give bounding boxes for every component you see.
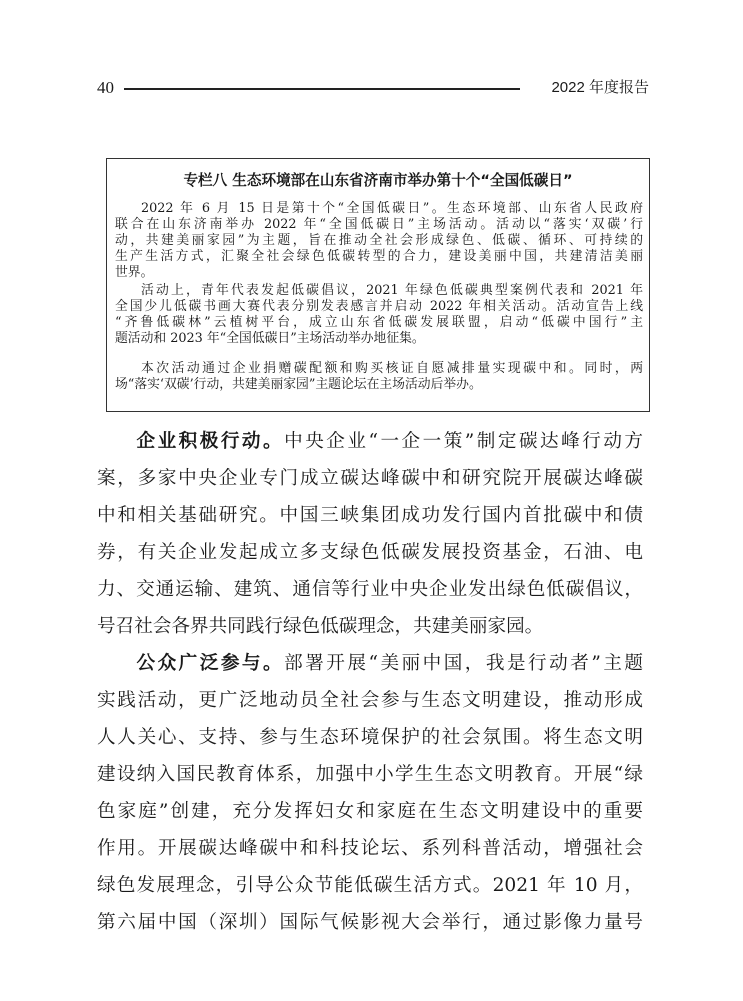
body-paragraph-line: 实践活动，更广泛地动员全社会参与生态文明建设，推动形成 [97,690,643,711]
body-paragraph-line: 色家庭”创建，充分发挥妇女和家庭在生态文明建设中的重要 [97,801,643,822]
column-line: 生产生活方式，汇聚全社会绿色低碳转型的合力，建设美丽中国，共建清洁美丽 [115,249,643,264]
column-line: 2022 年 6 月 15 日是第十个“全国低碳日”。生态环境部、山东省人民政府 [141,201,643,216]
column-line: 场“落实‘双碳’行动，共建美丽家园”主题论坛在主场活动后举办。 [115,377,482,392]
column-line: 动，共建美丽家园”为主题，旨在推动全社会形成绿色、低碳、循环、可持续的 [115,233,643,248]
column-line: 本次活动通过企业捐赠碳配额和购买核证自愿减排量实现碳中和。同时，两 [141,361,643,376]
paragraph-text: 部署开展“美丽中国，我是行动者”主题 [284,653,643,674]
report-title: 2022 年度报告 [551,79,649,96]
body-paragraph-line: 绿色发展理念，引导公众节能低碳生活方式。2021 年 10 月， [97,875,643,896]
column-line: 联合在山东济南举办 2022 年“全国低碳日”主场活动。活动以“落实‘双碳’行 [115,217,643,232]
column-line: 世界。 [115,265,154,280]
body-paragraph-line: 号召社会各界共同践行绿色低碳理念，共建美丽家园。 [97,616,544,637]
body-paragraph-line: 建设纳入国民教育体系，加强中小学生生态文明教育。开展“绿 [97,764,643,785]
column-line: 活动上，青年代表发起低碳倡议，2021 年绿色低碳典型案例代表和 2021 年 [141,283,643,298]
page-header [97,76,649,100]
body-paragraph-line: 第六届中国（深圳）国际气候影视大会举行，通过影像力量号 [97,912,643,933]
body-paragraph-line: 中和相关基础研究。中国三峡集团成功发行国内首批碳中和债 [97,505,643,526]
column-box [106,158,650,412]
column-line: “齐鲁低碳林”云植树平台，成立山东省低碳发展联盟，启动“低碳中国行”主 [115,315,643,330]
body-paragraph-line: 力、交通运输、建筑、通信等行业中央企业发出绿色低碳倡议， [97,579,643,600]
paragraph-lead-heading: 公众广泛参与。 [134,653,285,674]
column-line: 题活动和 2023 年“全国低碳日”主场活动举办地征集。 [115,331,425,346]
body-paragraph-line: 案，多家中央企业专门成立碳达峰碳中和研究院开展碳达峰碳 [97,468,643,489]
paragraph-text: 中央企业“一企一策”制定碳达峰行动方 [284,431,643,452]
column-title: 专栏八 生态环境部在山东省济南市举办第十个“全国低碳日” [183,172,573,189]
paragraph-lead-heading: 企业积极行动。 [134,431,285,452]
body-paragraph-line [97,650,643,678]
body-paragraph-line: 券，有关企业发起成立多支绿色低碳发展投资基金，石油、电 [97,542,643,563]
body-paragraph-line: 人人关心、支持、参与生态环境保护的社会氛围。将生态文明 [97,727,643,748]
header-rule [124,88,520,90]
body-paragraph-line [97,428,643,456]
page-number: 40 [97,78,114,97]
body-paragraph-line: 作用。开展碳达峰碳中和科技论坛、系列科普活动，增强社会 [97,838,643,859]
column-line: 全国少儿低碳书画大赛代表分别发表感言并启动 2022 年相关活动。活动宣告上线 [115,299,643,314]
